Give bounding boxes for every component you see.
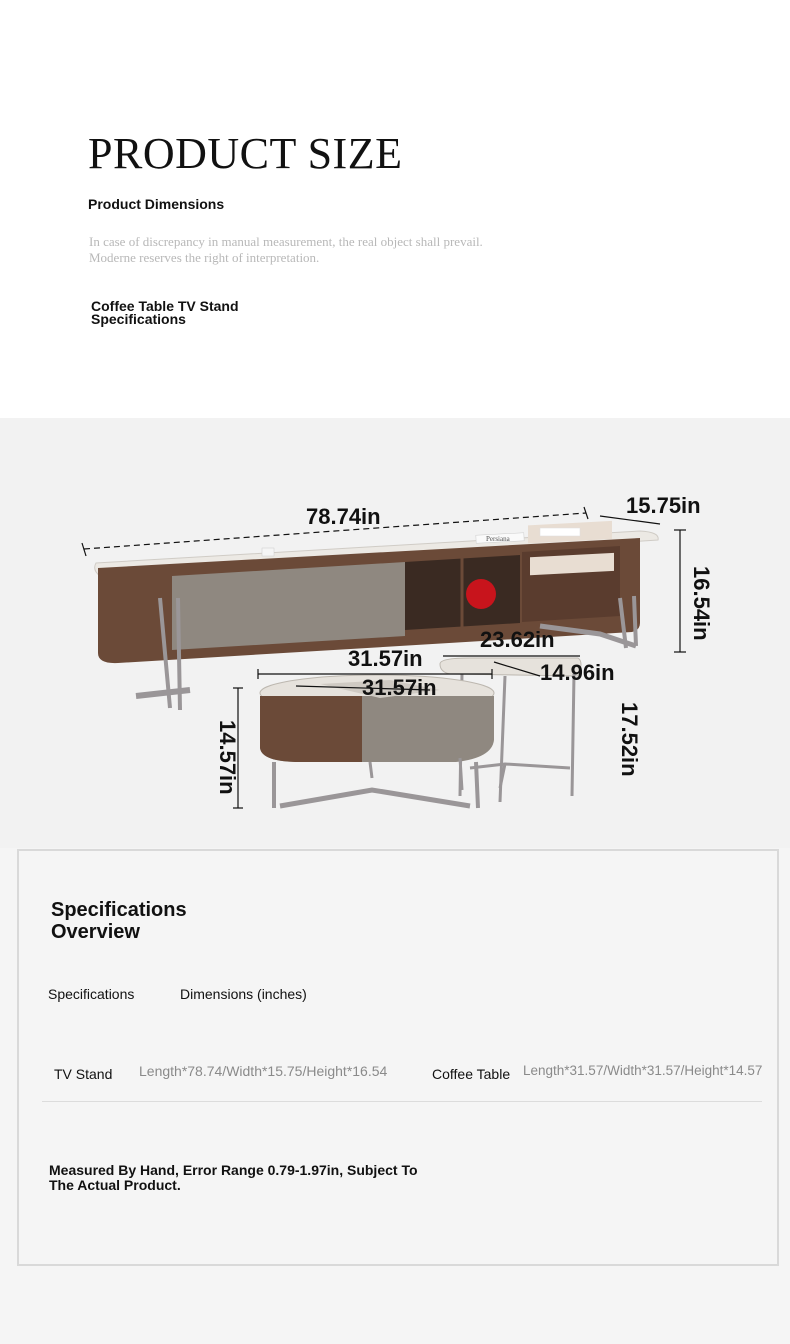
page-title: PRODUCT SIZE: [88, 129, 403, 178]
column-header-specifications: Specifications: [48, 986, 135, 1002]
tv-stand-spec-label: TV Stand: [54, 1066, 113, 1082]
side-table-width-label: 14.96in: [540, 660, 615, 685]
red-ball-decor: [466, 579, 496, 609]
product-dimension-image: [0, 418, 790, 848]
header-section: [0, 0, 790, 418]
specs-divider: [42, 1101, 762, 1102]
coffee-table-spec-label: Coffee Table: [432, 1066, 511, 1082]
coffee-table-spec-value: Length*31.57/Width*31.57/Height*14.57: [523, 1063, 763, 1078]
page-subtitle: Product Dimensions: [88, 196, 225, 212]
section-label-line-2: Specifications: [91, 311, 186, 327]
disclaimer-line-1: In case of discrepancy in manual measurement, the real object shall prevail.: [89, 234, 483, 249]
disclaimer-line-2: Moderne reserves the right of interpretation.: [89, 250, 320, 265]
section-label: [91, 300, 271, 326]
section-label-line-1: Coffee Table TV Stand: [91, 298, 239, 314]
measurement-note: [49, 1163, 419, 1193]
tv-stand-height-label: 16.54in: [689, 566, 714, 641]
side-table-height-label: 17.52in: [617, 702, 642, 777]
disclaimer: [89, 234, 609, 266]
specs-title-line-1: Specifications: [51, 899, 187, 921]
coffee-table-height-label: 14.57in: [215, 720, 240, 795]
book-label: Persiana: [486, 535, 510, 543]
coffee-table-length-label: 31.57in: [348, 646, 423, 671]
measurement-note-line-2: The Actual Product.: [49, 1177, 181, 1193]
measurement-note-line-1: Measured By Hand, Error Range 0.79-1.97in, Subject To: [49, 1162, 418, 1178]
furniture-illustration: [0, 418, 790, 848]
coffee-table-width-label: 31.57in: [362, 675, 437, 700]
specs-title: [51, 899, 251, 943]
side-table-length-label: 23.62in: [480, 627, 555, 652]
tv-stand-spec-value: Length*78.74/Width*15.75/Height*16.54: [139, 1063, 388, 1079]
column-header-dimensions: Dimensions (inches): [180, 986, 307, 1002]
tv-stand-length-label: 78.74in: [306, 504, 381, 529]
tv-stand-width-label: 15.75in: [626, 493, 701, 518]
specs-title-line-2: Overview: [51, 921, 140, 943]
specifications-overview-panel: [17, 849, 779, 1266]
